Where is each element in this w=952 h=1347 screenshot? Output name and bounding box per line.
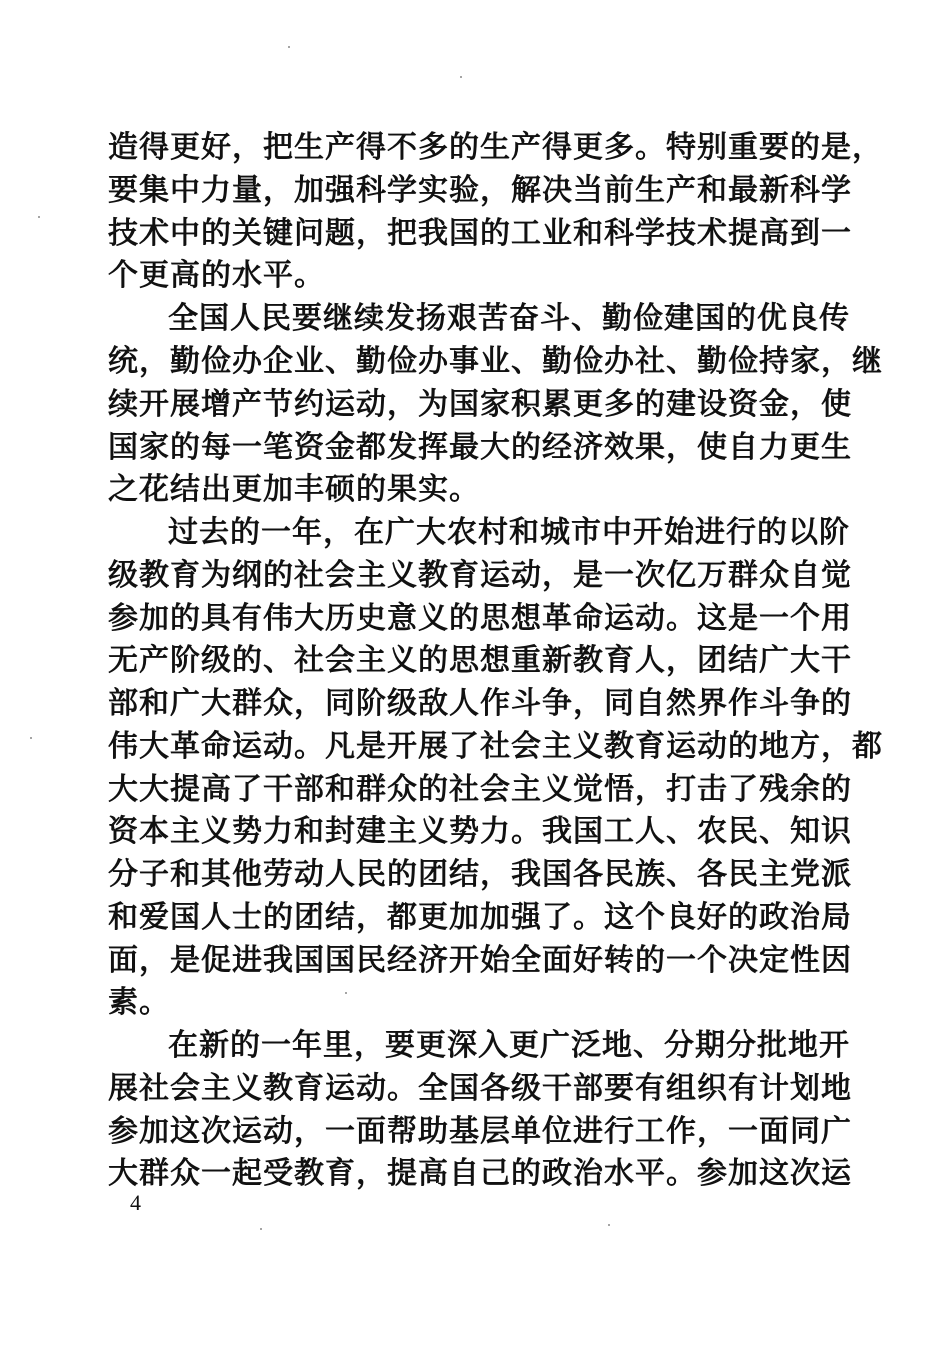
text-line: 和爱国人士的团结，都更加加强了。这个良好的政治局	[108, 900, 852, 935]
text-line: 参加的具有伟大历史意义的思想革命运动。这是一个用	[108, 601, 852, 636]
text-line: 大群众一起受教育，提高自己的政治水平。参加这次运	[108, 1156, 852, 1191]
text-line: 技术中的关键问题，把我国的工业和科学技术提高到一	[108, 216, 852, 251]
text-line: 要集中力量，加强科学实验，解决当前生产和最新科学	[108, 173, 852, 208]
text-line: 素。	[108, 985, 170, 1020]
scan-speck	[38, 216, 40, 218]
text-line: 大大提高了干部和群众的社会主义觉悟，打击了残余的	[108, 772, 852, 807]
text-line: 之花结出更加丰硕的果实。	[108, 472, 480, 507]
scan-speck	[608, 1224, 610, 1226]
text-line: 续开展增产节约运动，为国家积累更多的建设资金，使	[108, 387, 852, 422]
text-line: 个更高的水平。	[108, 258, 325, 293]
text-line-paragraph-start: 在新的一年里，要更深入更广泛地、分期分批地开	[168, 1028, 850, 1063]
scan-speck	[260, 1228, 262, 1230]
text-line: 统，勤俭办企业、勤俭办事业、勤俭办社、勤俭持家，继	[108, 344, 883, 379]
text-line: 参加这次运动，一面帮助基层单位进行工作，一面同广	[108, 1114, 852, 1149]
text-line: 伟大革命运动。凡是开展了社会主义教育运动的地方，都	[108, 729, 883, 764]
scan-speck	[460, 76, 462, 78]
text-line: 无产阶级的、社会主义的思想重新教育人，团结广大干	[108, 643, 852, 678]
scan-speck	[288, 46, 290, 48]
text-line: 部和广大群众，同阶级敌人作斗争，同自然界作斗争的	[108, 686, 852, 721]
text-line: 面，是促进我国国民经济开始全面好转的一个决定性因	[108, 943, 852, 978]
text-line: 级教育为纲的社会主义教育运动，是一次亿万群众自觉	[108, 558, 852, 593]
text-line: 造得更好，把生产得不多的生产得更多。特别重要的是，	[108, 130, 883, 165]
scan-speck	[345, 992, 347, 994]
text-line-paragraph-start: 过去的一年，在广大农村和城市中开始进行的以阶	[168, 515, 850, 550]
text-line-paragraph-start: 全国人民要继续发扬艰苦奋斗、勤俭建国的优良传	[168, 301, 850, 336]
page-number: 4	[130, 1190, 141, 1215]
text-line: 展社会主义教育运动。全国各级干部要有组织有计划地	[108, 1071, 852, 1106]
scan-speck	[30, 737, 32, 739]
text-line: 资本主义势力和封建主义势力。我国工人、农民、知识	[108, 814, 852, 849]
text-line: 国家的每一笔资金都发挥最大的经济效果，使自力更生	[108, 430, 852, 465]
text-line: 分子和其他劳动人民的团结，我国各民族、各民主党派	[108, 857, 852, 892]
